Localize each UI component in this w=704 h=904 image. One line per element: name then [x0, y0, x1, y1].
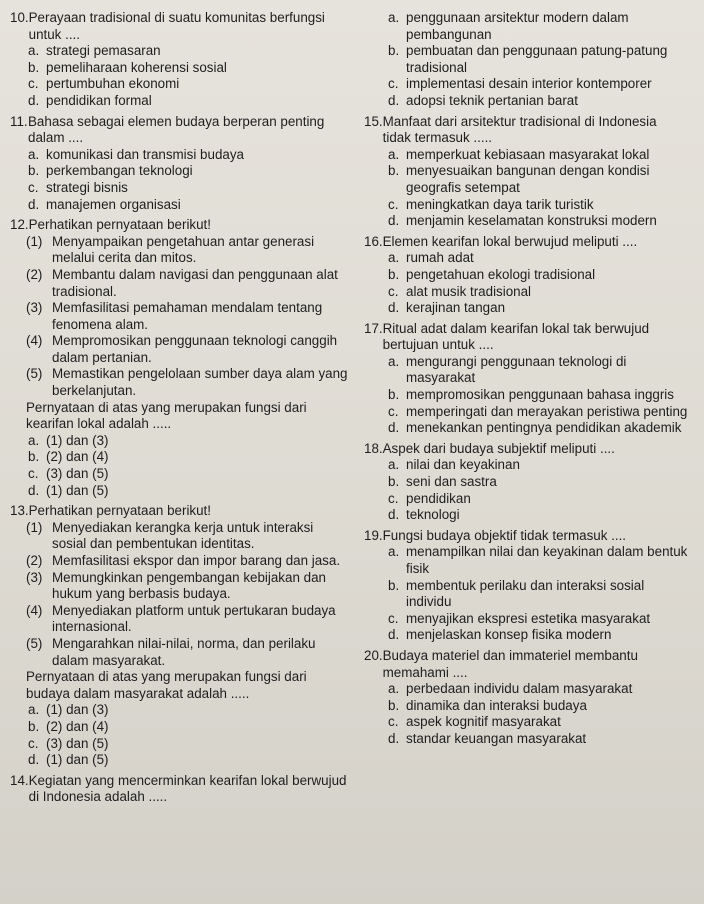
statement-5: (5) Memastikan pengelolaan sumber daya alam yang berkelanjutan.	[26, 366, 348, 399]
option-a: a. memperkuat kebiasaan masyarakat lokal	[388, 146, 650, 162]
option-c: c. (3) dan (5)	[28, 466, 109, 482]
question-19	[364, 528, 688, 644]
question-text: Elemen kearifan lokal berwujud meliputi ....	[382, 233, 638, 249]
option-d: d. standar keuangan masyarakat	[388, 730, 587, 746]
option-c: c. (3) dan (5)	[28, 735, 109, 751]
question-16	[364, 234, 688, 317]
option-c: c. aspek kognitif masyarakat	[388, 714, 561, 730]
option-c: c. implementasi desain interior kontemporer	[388, 76, 652, 92]
statement-1: (1) Menyediakan kerangka kerja untuk interaksi sosial dan pembentukan identitas.	[26, 519, 314, 552]
option-b: b. dinamika dan interaksi budaya	[388, 697, 587, 713]
question-number: 19.	[364, 527, 383, 543]
question-12	[10, 217, 350, 499]
question-14-options	[364, 10, 688, 110]
statement-3: (3) Memfasilitasi pemahaman mendalam tentang fenomena alam.	[26, 300, 323, 332]
question-10	[10, 10, 350, 110]
option-a: a. mengurangi penggunaan teknologi di masyarakat	[388, 353, 627, 386]
question-number: 11.	[10, 113, 28, 129]
question-text: Fungsi budaya objektif tidak termasuk ....	[382, 527, 627, 543]
question-number: 17.	[364, 320, 383, 336]
option-d: d. menjelaskan konsep fisika modern	[388, 627, 612, 643]
option-a: a. menampilkan nilai dan keyakinan dalam bentuk fisik	[388, 544, 688, 576]
option-d: d. teknologi	[388, 507, 460, 523]
question-13	[10, 503, 350, 769]
question-11	[10, 114, 350, 214]
right-column	[364, 10, 688, 810]
question-text: Ritual adat dalam kearifan lokal tak berwujud bertujuan untuk ....	[382, 320, 650, 353]
option-b: b. pemeliharaan koherensi sosial	[28, 59, 227, 75]
option-a: a. penggunaan arsitektur modern dalam pembangunan	[388, 10, 629, 42]
option-b: b. (2) dan (4)	[28, 718, 109, 734]
question-15	[364, 114, 688, 230]
question-14	[10, 773, 350, 806]
option-a: a. rumah adat	[388, 250, 474, 266]
statement-2: (2) Memfasilitasi ekspor dan impor barang dan jasa.	[26, 553, 341, 568]
question-20	[364, 648, 688, 748]
question-text: Bahasa sebagai elemen budaya berperan penting dalam ....	[28, 113, 325, 146]
statement-4: (4) Mempromosikan penggunaan teknologi canggih dalam pertanian.	[26, 333, 338, 365]
question-text: Budaya materiel dan immateriel membantu memahami ....	[382, 647, 638, 680]
option-b: b. membentuk perilaku dan interaksi sosial individu	[388, 577, 645, 610]
option-c: c. memperingati dan merayakan peristiwa penting	[388, 403, 688, 419]
question-number: 13.	[10, 503, 29, 519]
option-d: d. kerajinan tangan	[388, 300, 506, 316]
option-b: b. pengetahuan ekologi tradisional	[388, 266, 596, 282]
option-b: b. perkembangan teknologi	[28, 163, 193, 179]
option-d: d. pendidikan formal	[28, 92, 152, 108]
statement-3: (3) Memungkinkan pengembangan kebijakan dan hukum yang berbasis budaya.	[26, 569, 326, 602]
option-a: a. (1) dan (3)	[28, 432, 109, 448]
option-d: d. menjamin keselamatan konstruksi modern	[388, 213, 657, 229]
question-text: Perayaan tradisional di suatu komunitas berfungsi untuk ....	[28, 10, 325, 42]
option-a: a. perbedaan individu dalam masyarakat	[388, 681, 633, 697]
statement-1: (1) Menyampaikan pengetahuan antar generasi melalui cerita dan mitos.	[26, 233, 315, 266]
question-text: Kegiatan yang mencerminkan kearifan lokal berwujud di Indonesia adalah .....	[28, 772, 347, 805]
question-number: 10.	[10, 10, 29, 25]
option-a: a. nilai dan keyakinan	[388, 457, 520, 473]
option-a: a. (1) dan (3)	[28, 702, 109, 718]
question-17	[364, 321, 688, 437]
question-number: 14.	[10, 772, 29, 788]
question-prompt: Pernyataan di atas yang merupakan fungsi dari kearifan lokal adalah .....	[26, 399, 307, 432]
question-number: 18.	[364, 440, 383, 456]
option-b: b. seni dan sastra	[388, 474, 497, 490]
option-b: b. (2) dan (4)	[28, 449, 109, 465]
left-column	[10, 10, 350, 810]
option-a: a. strategi pemasaran	[28, 43, 161, 59]
option-d: d. menekankan pentingnya pendidikan akademik	[388, 420, 682, 436]
question-prompt: Pernyataan di atas yang merupakan fungsi dari budaya dalam masyarakat adalah .....	[26, 669, 307, 701]
option-d: d. (1) dan (5)	[28, 752, 109, 768]
option-b: b. mempromosikan penggunaan bahasa inggris	[388, 387, 674, 403]
two-column-layout	[10, 10, 688, 810]
option-c: c. strategi bisnis	[28, 179, 128, 195]
option-c: c. alat musik tradisional	[388, 283, 532, 299]
question-text: Perhatikan pernyataan berikut!	[28, 217, 212, 233]
question-number: 16.	[364, 233, 383, 249]
question-text: Aspek dari budaya subjektif meliputi ....	[382, 440, 615, 456]
statement-4: (4) Menyediakan platform untuk pertukaran budaya internasional.	[26, 602, 336, 635]
question-number: 20.	[364, 647, 383, 663]
option-c: c. pertumbuhan ekonomi	[28, 76, 180, 92]
option-c: c. pendidikan	[388, 490, 471, 506]
option-c: c. menyajikan ekspresi estetika masyarakat	[388, 610, 651, 626]
question-number: 15.	[364, 113, 383, 129]
option-b: b. pembuatan dan penggunaan patung-patung tradisional	[388, 43, 668, 75]
option-a: a. komunikasi dan transmisi budaya	[28, 146, 244, 162]
option-c: c. meningkatkan daya tarik turistik	[388, 196, 594, 212]
statement-5: (5) Mengarahkan nilai-nilai, norma, dan perilaku dalam masyarakat.	[26, 635, 316, 668]
question-number: 12.	[10, 217, 29, 233]
option-d: d. (1) dan (5)	[28, 482, 109, 498]
option-b: b. menyesuaikan bangunan dengan kondisi geografis setempat	[388, 163, 650, 195]
question-text: Perhatikan pernyataan berikut!	[28, 503, 212, 519]
statement-2: (2) Membantu dalam navigasi dan penggunaan alat tradisional.	[26, 266, 338, 299]
question-text: Manfaat dari arsitektur tradisional di Indonesia tidak termasuk .....	[382, 113, 657, 146]
option-d: d. adopsi teknik pertanian barat	[388, 92, 578, 108]
question-18	[364, 441, 688, 524]
option-d: d. manajemen organisasi	[28, 196, 181, 212]
